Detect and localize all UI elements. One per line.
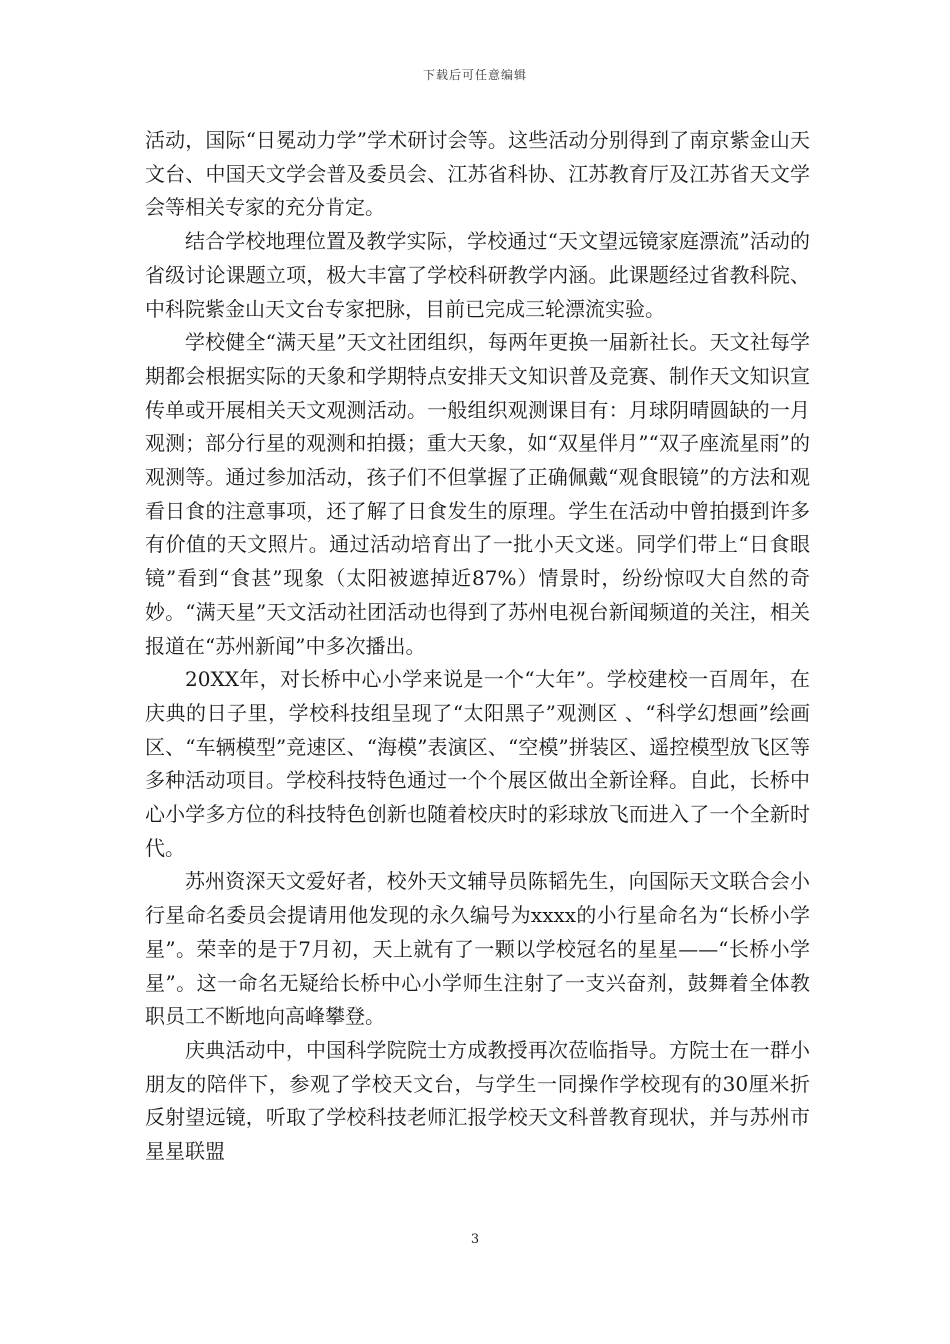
paragraph-continuation: 活动，国际“日冕动力学”学术研讨会等。这些活动分别得到了南京紫金山天文台、中国天文学会普及委员会、江苏省科协、江苏教育厅及江苏省天文学会等相关专家的充分肯定。 xyxy=(145,128,810,220)
page-number: 3 xyxy=(470,1232,480,1247)
page-header: 下载后可任意编辑 xyxy=(422,68,527,82)
paragraph-research-project: 结合学校地理位置及教学实际，学校通过“天文望远镜家庭漂流”活动的省级讨论课题立项，极大丰富了学校科研教学内涵。此课题经过省教科院、中科院紫金山天文台专家把脉，目前已完成三轮漂流实验。 xyxy=(145,229,810,321)
paragraph-academician-visit: 庆典活动中，中国科学院院士方成教授再次莅临指导。方院士在一群小朋友的陪伴下，参观了学校天文台，与学生一同操作学校现有的30厘米折反射望远镜，听取了学校科技老师汇报学校天文科普教育现状，并与苏州市星星联盟 xyxy=(145,1037,810,1164)
body-text xyxy=(145,124,810,1169)
paragraph-asteroid-naming: 苏州资深天文爱好者，校外天文辅导员陈韬先生，向国际天文联合会小行星命名委员会提请用他发现的永久编号为xxxx的小行星命名为“长桥小学星”。荣幸的是于7月初，天上就有了一颗以学校冠名的星星——“长桥小学星”。这一命名无疑给长桥中心小学师生注射了一支兴奋剂，鼓舞着全体教职员工不断地向高峰攀登。 xyxy=(145,869,810,1029)
paragraph-astronomy-club: 学校健全“满天星”天文社团组织，每两年更换一届新社长。天文社每学期都会根据实际的天象和学期特点安排天文知识普及竞赛、制作天文知识宣传单或开展相关天文观测活动。一般组织观测课目有：月球阴晴圆缺的一月观测；部分行星的观测和拍摄；重大天象，如“双星伴月”“双子座流星雨”的观测等。通过参加活动，孩子们不但掌握了正确佩戴“观食眼镜”的方法和观看日食的注意事项，还了解了日食发生的原理。学生在活动中曾拍摄到许多有价值的天文照片。通过活动培育出了一批小天文迷。同学们带上“日食眼镜”看到“食甚”现象（太阳被遮掉近87%）情景时，纷纷惊叹大自然的奇妙。“满天星”天文活动社团活动也得到了苏州电视台新闻频道的关注，相关报道在“苏州新闻”中多次播出。 xyxy=(145,330,810,658)
paragraph-centennial: 20XX年，对长桥中心小学来说是一个“大年”。学校建校一百周年，在庆典的日子里，学校科技组呈现了“太阳黑子”观测区 、“科学幻想画”绘画区、“车辆模型”竞速区、“海模”表演区、“空模”拼装区、遥控模型放飞区等多种活动项目。学校科技特色通过一个个展区做出全新诠释。自此，长桥中心小学多方位的科技特色创新也随着校庆时的彩球放飞而进入了一个全新时代。 xyxy=(145,667,810,860)
